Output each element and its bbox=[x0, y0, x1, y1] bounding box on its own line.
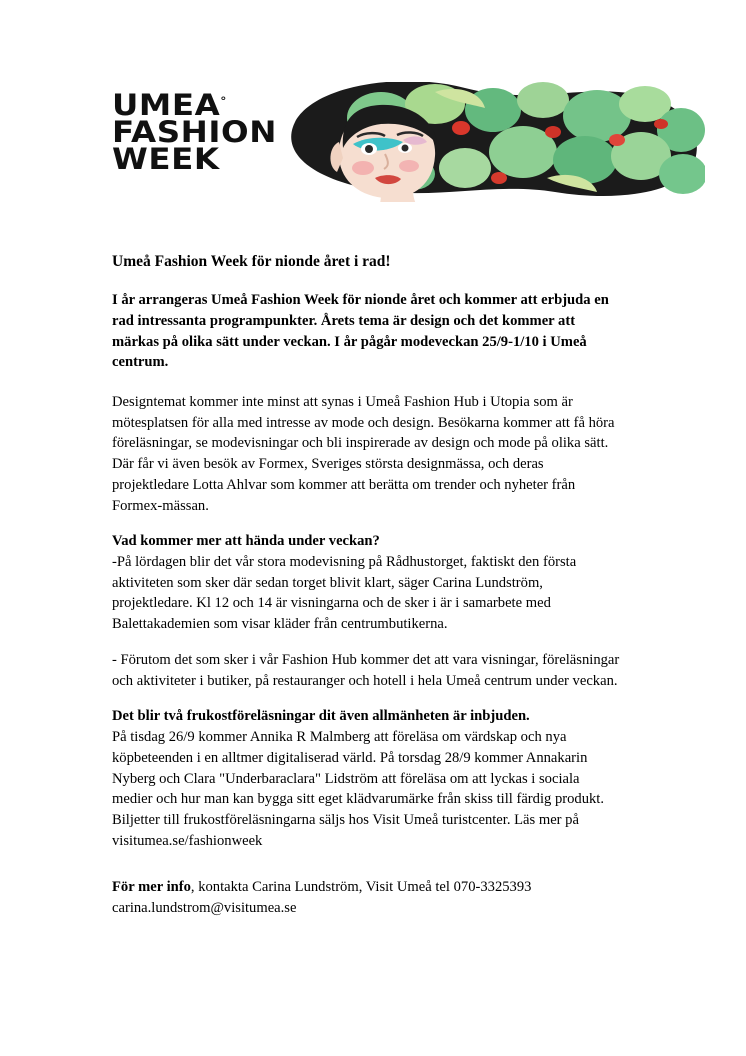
logo-line-1: UMEA° bbox=[112, 88, 227, 122]
heading-what-happens: Vad kommer mer att hända under veckan? bbox=[112, 533, 380, 550]
page-title: Umeå Fashion Week för nionde året i rad! bbox=[112, 253, 391, 270]
contact-info bbox=[112, 877, 622, 918]
umea-fashion-week-logo bbox=[112, 88, 277, 187]
paragraph-4: På tisdag 26/9 kommer Annika R Malmberg att föreläsa om värdskap och nya köpbeteenden i en alltmer digitaliserad värld. På torsdag 28/9 kommer Annakarin Nyberg och Clara "Underbaraclara" Lidström att föreläsa om att lyckas i sociala medier och hur man kan bygga sitt eget klädvarumärke från skiss till färdig produkt. Biljetter till frukostföreläsningarna säljs hos Visit Umeå turistcenter. Läs mer på visitumea.se/fashionweek bbox=[112, 729, 604, 849]
lead-paragraph: I år arrangeras Umeå Fashion Week för nionde året och kommer att erbjuda en rad intressanta programpunkter. Årets tema är design och det kommer att märkas på olika sätt under veckan. I år pågår modeveckan 25/9-1/10 i Umeå centrum. bbox=[112, 292, 609, 371]
logo-line-3: WEEK bbox=[112, 141, 220, 176]
paragraph-1: Designtemat kommer inte minst att synas i Umeå Fashion Hub i Utopia som är mötesplatsen för alla med intresse av mode och design. Besökarna kommer att få höra föreläsningar, se modevisningar och bli inspirerade av design och mode på olika sätt. Där får vi även besök av Formex, Sveriges största designmässa, och deras projektledare Lotta Ahlvar som kommer att berätta om trender och nyheter från Formex-mässan. bbox=[112, 394, 615, 514]
document-header bbox=[0, 72, 746, 202]
heading-breakfast-lectures: Det blir två frukostföreläsningar dit även allmänheten är inbjuden. bbox=[112, 708, 530, 725]
logo-line-2: FASHION bbox=[112, 114, 277, 149]
illustrated-face-artwork bbox=[285, 82, 705, 202]
contact-email[interactable]: carina.lundstrom@visitumea.se bbox=[112, 900, 297, 917]
contact-label: För mer info bbox=[112, 879, 191, 896]
paragraph-2: -På lördagen blir det vår stora modevisning på Rådhustorget, faktiskt den första aktiviteten som sker där sedan torget blivit klart, säger Carina Lundström, projektledare. Kl 12 och 14 är visningarna och de sker i är i samarbete med Balettakademien som visar kläder från centrumbutikerna. bbox=[112, 554, 577, 633]
document-body bbox=[112, 252, 622, 934]
paragraph-3: - Förutom det som sker i vår Fashion Hub kommer det att vara visningar, föreläsningar och aktiviteter i butiker, på restauranger och hotell i hela Umeå centrum under veckan. bbox=[112, 651, 620, 689]
contact-text: , kontakta Carina Lundström, Visit Umeå tel 070-3325393 bbox=[190, 879, 532, 896]
logo-degree-mark: ° bbox=[220, 94, 227, 108]
